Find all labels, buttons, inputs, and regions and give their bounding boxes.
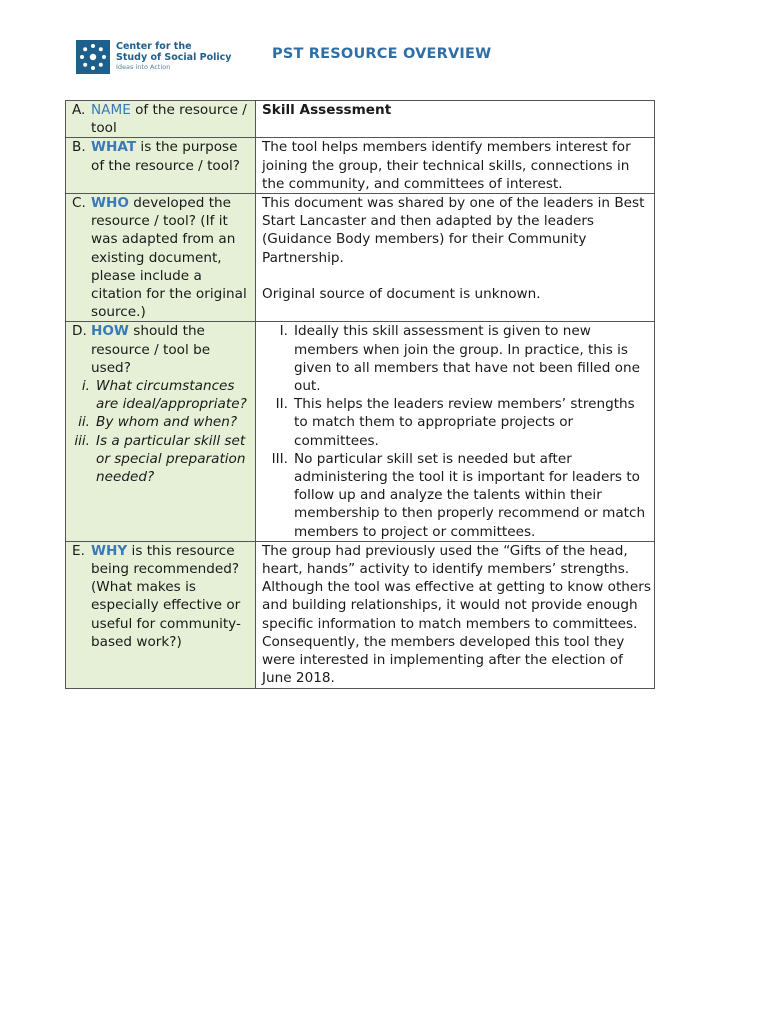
logo-line-1: Center for the: [116, 41, 192, 52]
question-keyword: WHY: [91, 542, 128, 559]
answer-cell: [256, 541, 655, 688]
cssp-logo: [76, 40, 236, 76]
list-item: III. No particular skill set is needed but after administering the tool it is important for leaders to follow up and analyze the talents within their membership to then properly recommend or match members to project or committees.: [271, 450, 646, 540]
table-row: [66, 194, 655, 322]
answer-cell: [256, 138, 655, 194]
sub-question: i. What circumstances are ideal/appropriate?: [81, 378, 247, 413]
answer-text: The tool helps members identify members interest for joining the group, their technical skills, connections in the community, and committees of interest.: [262, 139, 631, 192]
answer-cell: [256, 101, 655, 138]
question-text: is the purpose of the resource / tool?: [91, 139, 241, 174]
answer-text: The group had previously used the “Gifts of the head, heart, hands” activity to identify members’ strengths. Although the tool was effective at getting to know others and building relationships, it would not provide enough specific information to match members to committees. Consequently, the members developed this tool they were interested in implementing after the election of June 2018.: [262, 542, 651, 687]
table-row: [66, 541, 655, 688]
question-text: is this resource being recommended? (What makes is especially effective or useful for community-based work?): [91, 542, 241, 650]
row-letter: A.: [72, 102, 86, 118]
row-letter: C.: [72, 195, 86, 212]
row-letter: E.: [72, 542, 85, 559]
logo-line-2: Study of Social Policy: [116, 52, 232, 63]
question-text: of the resource / tool: [91, 102, 247, 137]
question-cell: [66, 194, 256, 322]
question-cell: [66, 138, 256, 194]
question-keyword: WHAT: [91, 139, 137, 156]
logo-emblem-icon: [76, 40, 110, 74]
question-keyword: NAME: [91, 102, 131, 118]
answer-text: This document was shared by one of the leaders in Best Start Lancaster and then adapted by the leaders (Guidance Body members) for their Community Partnership.: [262, 195, 645, 266]
sub-question: iii. Is a particular skill set or special preparation needed?: [74, 432, 246, 486]
question-text: should the resource / tool be used?: [91, 323, 211, 376]
table-row: [66, 101, 655, 138]
question-cell: [66, 322, 256, 541]
answer-cell: [256, 322, 655, 541]
document-title: PST RESOURCE OVERVIEW: [272, 46, 492, 62]
question-cell: [66, 101, 256, 138]
list-item: II. This helps the leaders review members’ strengths to match them to appropriate projects or committees.: [275, 396, 635, 449]
logo-wordmark: [116, 41, 231, 72]
table-row: [66, 322, 655, 541]
logo-tagline: Ideas into Action: [116, 63, 171, 71]
resource-overview-table: [65, 100, 655, 689]
row-letter: B.: [72, 139, 86, 156]
table-row: [66, 138, 655, 194]
sub-question: ii. By whom and when?: [78, 414, 238, 431]
question-text: developed the resource / tool? (If it was adapted from an existing document, please include a citation for the original source.): [91, 195, 247, 321]
row-letter: D.: [72, 323, 87, 340]
resource-name: Skill Assessment: [262, 102, 392, 118]
answer-list: [262, 322, 651, 540]
question-cell: [66, 541, 256, 688]
question-keyword: WHO: [91, 195, 129, 212]
question-keyword: HOW: [91, 323, 129, 340]
answer-cell: [256, 194, 655, 322]
answer-text: Original source of document is unknown.: [262, 285, 541, 302]
list-item: I. Ideally this skill assessment is given to new members when join the group. In practice, this is given to all members that have not been filled one out.: [279, 323, 640, 395]
